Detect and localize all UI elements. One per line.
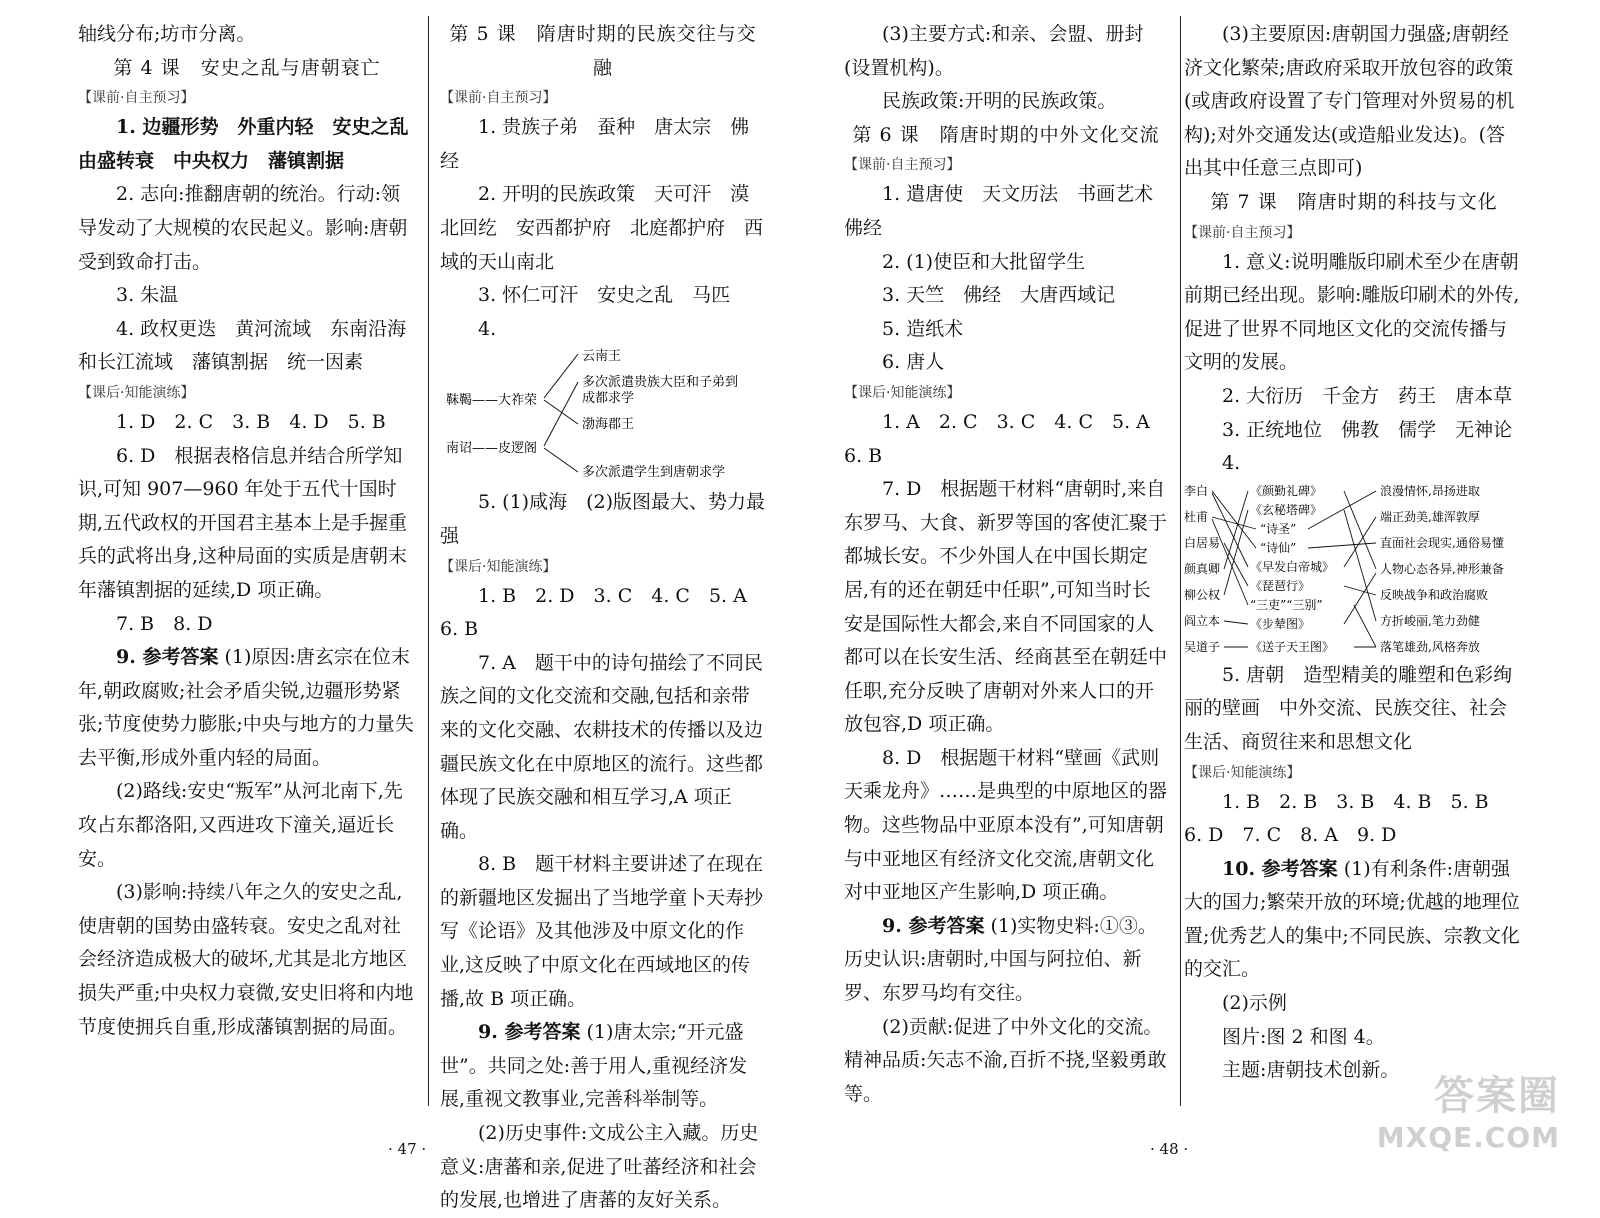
answer-item: 5. 造纸术: [882, 317, 964, 340]
answer-item: 1. A 2. C 3. C 4. C 5. A 6. B: [844, 410, 1169, 467]
diagram-right-item: 云南王: [582, 349, 622, 365]
diagram-left-item: 南诏——皮逻阁: [446, 441, 538, 457]
diagram-right-item: 渤海郡王: [582, 417, 635, 433]
answer-item: 3. 怀仁可汗 安史之乱 马匹: [478, 284, 731, 307]
answer-item: (3)影响:持续八年之久的安史之乱,使唐朝的国势由盛转衰。安史之乱对社会经济造成极大的破坏,尤其是北方地区损失严重;中央权力衰微,安史旧将和内地节度使拥兵自重,形成藩镇割据的局面。: [78, 881, 414, 1038]
answer-item: 5. (1)咸海 (2)版图最大、势力最强: [440, 491, 765, 547]
diagram-style: 直面社会现实,通俗易懂: [1380, 535, 1504, 550]
answer-item: [844, 910, 1168, 1011]
lesson-title: 第 5 课 隋唐时期的民族交往与交融: [449, 23, 757, 79]
section-tag: 【课前·自主预习】: [440, 90, 557, 107]
column-2: [440, 18, 766, 1218]
diagram-work: 《玄秘塔碑》: [1250, 502, 1323, 517]
answer-item: 6. D 根据表格信息并结合所学知识,可知 907—960 年处于五代十国时期,五代政权的开国君主基本上是手握重兵的武将出身,这种局面的实质是唐朝末年藩镇割据的延续,D 项正确。: [78, 444, 408, 601]
answer-item: 3. 朱温: [116, 284, 179, 307]
section-tag: 【课前·自主预习】: [78, 90, 195, 107]
diagram-person: 李白: [1184, 483, 1209, 498]
answer-item: 4.: [478, 317, 497, 340]
diagram-work: “三吏”“三别”: [1250, 597, 1323, 612]
diagram-right-item: 多次派遣贵族大臣和子弟到: [582, 375, 739, 391]
answer-item: 2. 大衍历 千金方 药王 唐本草: [1222, 384, 1513, 407]
answer-item: 7. B 8. D: [116, 612, 213, 635]
answer-item: (2)历史事件:文成公主入藏。历史意义:唐蕃和亲,促进了吐蕃经济和社会的发展,也增进了唐蕃的友好关系。: [440, 1122, 759, 1212]
answer-label: 9. 参考答案: [478, 1021, 581, 1044]
answer-text: (1)有利条件:唐朝强大的国力;繁荣开放的环境;优越的地理位置;优秀艺人的集中;不同民族、宗教文化的交汇。: [1184, 857, 1520, 981]
answer-item: 1. B 2. D 3. C 4. C 5. A 6. B: [440, 584, 766, 641]
diagram-work: 《送子天王图》: [1250, 639, 1335, 654]
answer-item: (3)主要原因:唐朝国力强盛;唐朝经济文化繁荣;唐政府采取开放包容的政策(或唐政府设置了专门管理对外贸易的机构);对外交通发达(或造船业发达)。(答出其中任意三点即可): [1184, 23, 1515, 180]
column-divider: [1180, 16, 1181, 1106]
section-tag: 【课后·知能演练】: [440, 558, 557, 575]
column-3: [844, 18, 1173, 1111]
diagram-left-item: 靺鞨——大祚荣: [446, 393, 538, 409]
answer-item: 6. 唐人: [882, 351, 945, 374]
diagram-style: 人物心态各异,神形兼备: [1380, 561, 1504, 576]
answer-item: 图片:图 2 和图 4。: [1222, 1025, 1385, 1048]
watermark-logo: 答案圈 MXQE.COM: [1376, 1073, 1560, 1154]
diagram-style: 方折峻丽,笔力劲健: [1380, 613, 1480, 628]
answer-item: 4.: [1222, 452, 1241, 475]
answer-item: 1. D 2. C 3. B 4. D 5. B: [116, 410, 386, 433]
matching-diagram: [1184, 481, 1524, 659]
lesson-title: 第 4 课 安史之乱与唐朝衰亡: [113, 56, 381, 79]
answer-item: 2. (1)使臣和大批留学生: [882, 250, 1086, 273]
answer-label: 10. 参考答案: [1222, 857, 1338, 880]
diagram-person: 杜甫: [1184, 509, 1209, 524]
section-tag: 【课后·知能演练】: [1184, 764, 1301, 781]
diagram-work: 《琵琶行》: [1250, 578, 1311, 593]
lesson-title: 第 6 课 隋唐时期的中外文化交流: [852, 123, 1160, 146]
section-tag: 【课后·知能演练】: [844, 384, 961, 401]
section-tag: 【课后·知能演练】: [78, 384, 195, 401]
answer-item: 1. 意义:说明雕版印刷术至少在唐朝前期已经出现。影响:雕版印刷术的外传,促进了世界不同地区文化的交流传播与文明的发展。: [1184, 250, 1520, 374]
answer-item: 2. 开明的民族政策 天可汗 漠北回纥 安西都护府 北庭都护府 西域的天山南北: [440, 183, 764, 273]
answer-item: 1. 遣唐使 天文历法 书画艺术 佛经: [844, 183, 1173, 239]
answer-label: 9. 参考答案: [116, 646, 219, 669]
page-number-right: · 48 ·: [1150, 1140, 1189, 1158]
lesson-title: 第 7 课 隋唐时期的科技与文化: [1210, 190, 1498, 213]
diagram-work: “诗仙”: [1260, 540, 1297, 555]
answer-item: (2)贡献:促进了中外文化的交流。精神品质:矢志不渝,百折不挠,坚毅勇敢等。: [844, 1015, 1167, 1105]
diagram-style: 浪漫情怀,昂扬进取: [1380, 483, 1480, 498]
column-4: [1184, 18, 1524, 1088]
answer-item: 7. A 题干中的诗句描绘了不同民族之间的文化交流和交融,包括和亲带来的文化交融、农耕技术的传播以及边疆民族文化在中原地区的流行。这些都体现了民族交融和相互学习,A 项正确。: [440, 651, 764, 842]
text-line: 轴线分布;坊市分离。: [78, 23, 256, 45]
answer-item: 4. 政权更迭 黄河流域 东南沿海和长江流域 藩镇割据 统一因素: [78, 317, 407, 374]
section-tag: 【课前·自主预习】: [1184, 224, 1301, 241]
answer-item: 2. 志向:推翻唐朝的统治。行动:领导发动了大规模的农民起义。影响:唐朝受到致命打击。: [78, 183, 408, 273]
diagram-work: 《步辇图》: [1250, 616, 1311, 631]
answer-item: 1. 贵族子弟 蚕种 唐太宗 佛经: [440, 116, 750, 172]
answer-item: 8. D 根据题干材料“壁画《武则天乘龙舟》……是典型的中原地区的器物。这些物品中亚原本没有”,可知唐朝与中亚地区有经济文化交流,唐朝文化对中亚地区产生影响,D 项正确。: [844, 746, 1168, 904]
answer-item: 5. 唐朝 造型精美的雕塑和色彩绚丽的壁画 中外交流、民族交往、社会生活、商贸往来和思想文化: [1184, 663, 1513, 753]
page-number-left: · 47 ·: [388, 1140, 427, 1158]
matching-diagram: [440, 346, 766, 486]
answer-text: (1)原因:唐玄宗在位末年,朝政腐败;社会矛盾尖锐,边疆形势紧张;节度使势力膨胀;中央与地方的力量失去平衡,形成外重内轻的局面。: [78, 646, 414, 769]
diagram-work: 《颜勤礼碑》: [1250, 483, 1323, 498]
diagram-person: 柳公权: [1184, 587, 1221, 602]
answer-text: (1)唐太宗;“开元盛世”。共同之处:善于用人,重视经济发展,重视文教事业,完善科举制等。: [440, 1021, 748, 1111]
column-1: [78, 18, 428, 1044]
answer-label: 9. 参考答案: [882, 914, 985, 937]
answer-item: 3. 天竺 佛经 大唐西域记: [882, 284, 1116, 307]
answer-item: (3)主要方式:和亲、会盟、册封(设置机构)。: [844, 23, 1144, 79]
section-tag: 【课前·自主预习】: [844, 157, 961, 174]
answer-item: [78, 641, 416, 775]
answer-item: 1. 边疆形势 外重内轻 安史之乱 由盛转衰 中央权力 藩镇割据: [78, 116, 428, 172]
answer-item: 8. B 题干材料主要讲述了在现在的新疆地区发掘出了当地学童卜天寿抄写《论语》及其他涉及中原文化的作业,这反映了中原文化在西域地区的传播,故 B 项正确。: [440, 853, 764, 1010]
answer-item: 主题:唐朝技术创新。: [1222, 1059, 1400, 1082]
answer-item: (2)路线:安史“叛军”从河北南下,先攻占东都洛阳,又西进攻下潼关,逼近长安。: [78, 780, 403, 870]
diagram-person: 白居易: [1184, 535, 1221, 550]
answer-item: 3. 正统地位 佛教 儒学 无神论: [1222, 418, 1513, 441]
answer-item: [1184, 853, 1524, 987]
answer-item: (2)示例: [1222, 992, 1287, 1015]
diagram-style: 端正劲美,雄浑敦厚: [1380, 509, 1480, 524]
diagram-person: 颜真卿: [1184, 561, 1221, 576]
diagram-person: 吴道子: [1184, 639, 1221, 654]
answer-item: 民族政策:开明的民族政策。: [882, 90, 1117, 113]
answer-text: (1)实物史料:①③。历史认识:唐朝时,中国与阿拉伯、新罗、东罗马均有交往。: [844, 914, 1157, 1005]
diagram-work: “诗圣”: [1260, 521, 1297, 536]
diagram-work: 《早发白帝城》: [1250, 559, 1335, 574]
answer-item: 1. B 2. B 3. B 4. B 5. B 6. D 7. C 8. A 9. D: [1184, 790, 1508, 847]
column-divider: [428, 16, 429, 1106]
answer-item: 7. D 根据题干材料“唐朝时,来自东罗马、大食、新罗等国的客使汇聚于都城长安。不少外国人在中国长期定居,有的还在朝廷中任职”,可知当时长安是国际性大都会,来自不同国家的人都可以在长安生活、经商甚至在朝廷中任职,充分反映了唐朝对外来人口的开放包容,D 项正确。: [844, 478, 1168, 736]
diagram-right-item: 成都求学: [582, 391, 635, 407]
diagram-person: 阎立本: [1184, 613, 1221, 628]
diagram-style: 反映战争和政治腐败: [1380, 587, 1489, 602]
diagram-right-item: 多次派遣学生到唐朝求学: [582, 465, 726, 481]
diagram-style: 落笔雄劲,风格奔放: [1380, 639, 1480, 654]
matching-lines: [544, 354, 578, 472]
answer-item: [440, 1016, 766, 1117]
